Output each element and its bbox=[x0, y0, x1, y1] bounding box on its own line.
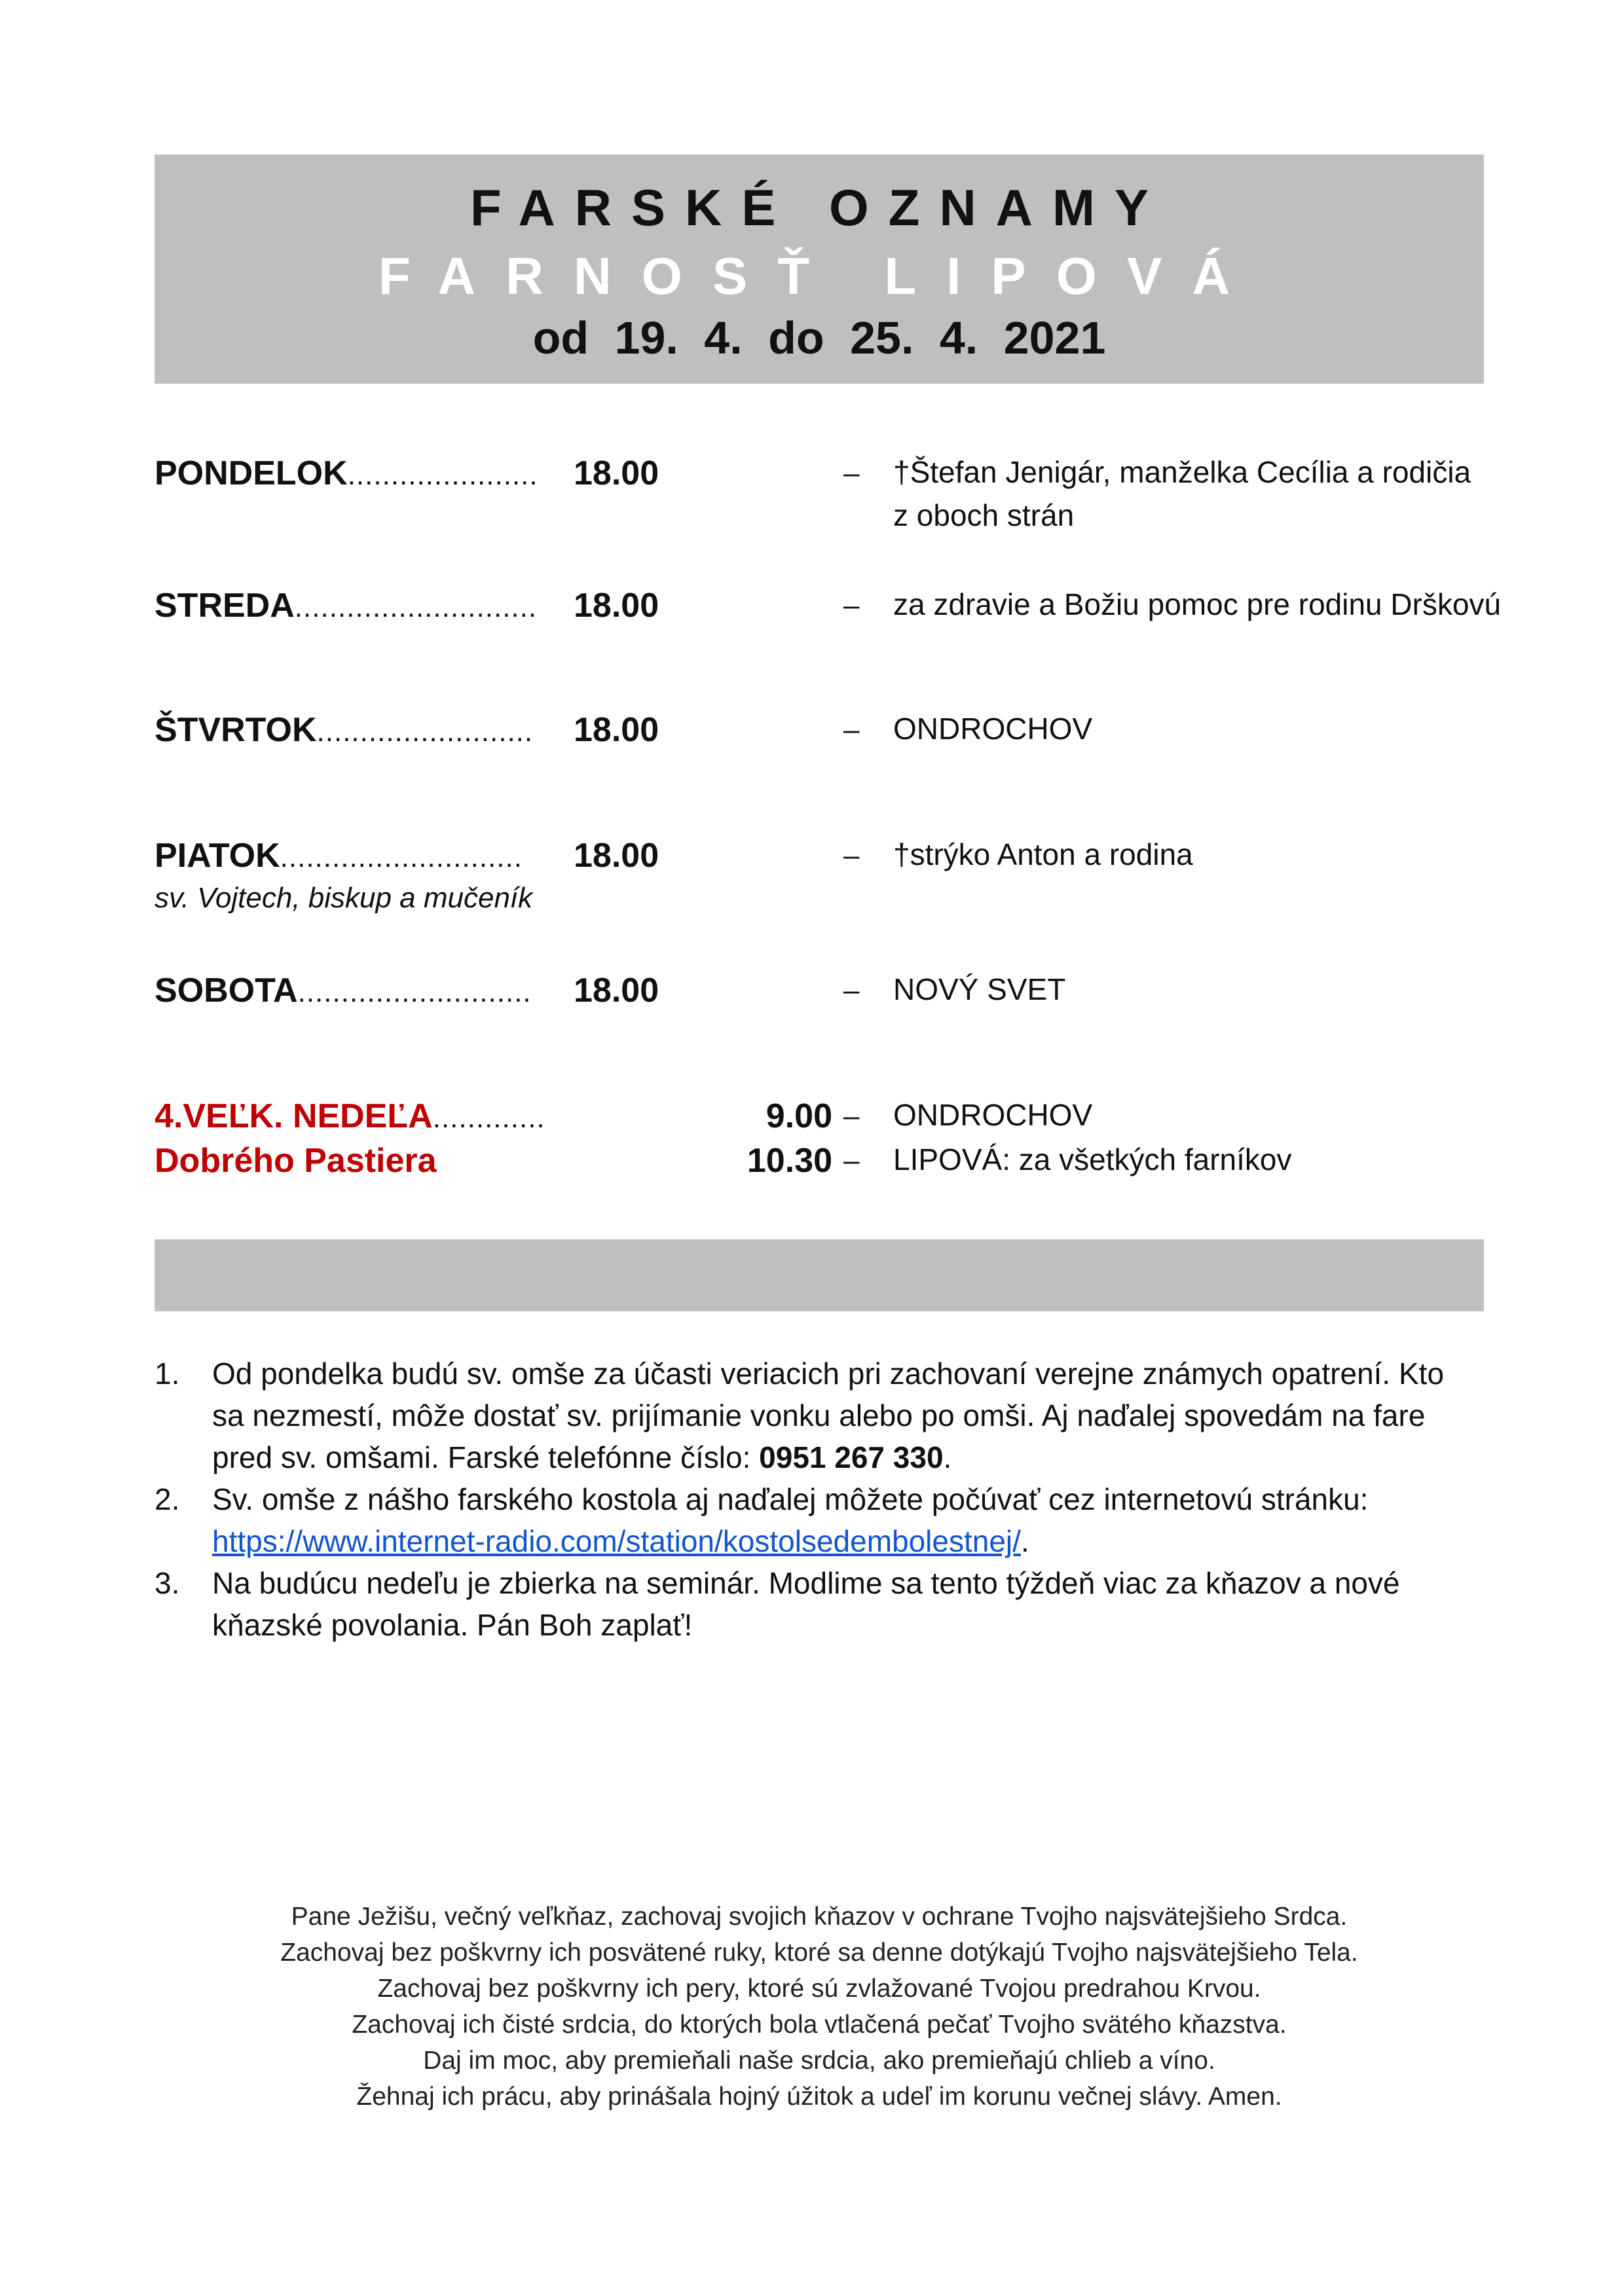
schedule-row-wednesday bbox=[155, 583, 1502, 629]
page-title: FARSKÉ OZNAMY bbox=[470, 179, 1169, 236]
leader-dots: ............................ bbox=[294, 591, 538, 623]
phone-number: 0951 267 330 bbox=[759, 1440, 944, 1474]
intention-line: †Štefan Jenigár, manželka Cecília a rodičia bbox=[893, 455, 1471, 489]
feast-name: Dobrého Pastiera bbox=[155, 1142, 437, 1180]
leader-dots: ......................... bbox=[316, 716, 534, 748]
leader-dots: ............................ bbox=[280, 841, 523, 873]
notice-tail: . bbox=[943, 1440, 952, 1474]
mass-time: 18.00 bbox=[574, 587, 659, 625]
day-name: ŠTVRTOK bbox=[155, 711, 317, 749]
list-number: 2. bbox=[155, 1482, 180, 1516]
list-item bbox=[155, 1562, 1484, 1646]
mass-intention: †strýko Anton a rodina bbox=[893, 837, 1193, 871]
day-name: PIATOK bbox=[155, 837, 280, 875]
day-name: STREDA bbox=[155, 587, 295, 625]
dash: – bbox=[843, 589, 860, 621]
notice-text: Od pondelka budú sv. omše za účasti veriacich pri zachovaní verejne známych opatrení. Kto sa nezmestí, môže dostať sv. prijímanie vonku alebo po omši. Aj naďalej spovedám na fare pred sv. omšami. Farské telefónne číslo: bbox=[212, 1357, 1445, 1474]
schedule-row-sunday-2 bbox=[155, 1138, 1484, 1184]
mass-time: 9.00 bbox=[766, 1097, 832, 1135]
mass-intention bbox=[893, 450, 1548, 537]
leader-dots: ...................... bbox=[347, 459, 538, 491]
section-divider-bar bbox=[155, 1239, 1484, 1311]
prayer-line: Pane Ježišu, večný veľkňaz, zachovaj svojich kňazov v ochrane Tvojho najsvätejšieho Srdca. bbox=[291, 1903, 1348, 1931]
mass-intention: ONDROCHOV bbox=[893, 712, 1093, 746]
mass-intention: ONDROCHOV bbox=[893, 1098, 1093, 1132]
mass-time: 10.30 bbox=[747, 1142, 832, 1180]
mass-time: 18.00 bbox=[574, 972, 659, 1010]
schedule-row-thursday bbox=[155, 707, 1484, 753]
dash: – bbox=[843, 1144, 860, 1176]
mass-intention: za zdravie a Božiu pomoc pre rodinu Drškovú bbox=[893, 587, 1502, 621]
notices-list bbox=[155, 1353, 1484, 1646]
notice-text: Sv. omše z nášho farského kostola aj naďalej môžete počúvať cez internetovú stránku: bbox=[212, 1482, 1369, 1516]
intention-line: z oboch strán bbox=[893, 498, 1075, 532]
prayer-for-priests bbox=[155, 1899, 1484, 2115]
day-name: 4.VEĽK. NEDEĽA bbox=[155, 1097, 433, 1135]
day-name: SOBOTA bbox=[155, 972, 298, 1010]
notice-text: Na budúcu nedeľu je zbierka na seminár. Modlime sa tento týždeň viac za kňazov a nové kňazské povolania. Pán Boh zaplať! bbox=[212, 1566, 1400, 1642]
mass-time: 18.00 bbox=[574, 837, 659, 875]
notice-tail: . bbox=[1020, 1524, 1029, 1558]
schedule-row-monday bbox=[155, 450, 1484, 532]
mass-time: 18.00 bbox=[574, 454, 659, 492]
schedule-row-friday bbox=[155, 833, 1484, 914]
radio-stream-link[interactable]: https://www.internet-radio.com/station/kostolsedembolestnej/ bbox=[212, 1524, 1021, 1558]
schedule-row-saturday bbox=[155, 968, 1484, 1013]
prayer-line: Daj im moc, aby premieňali naše srdcia, ako premieňajú chlieb a víno. bbox=[423, 2047, 1215, 2075]
leader-dots: ........................... bbox=[297, 976, 532, 1008]
feast-name: sv. Vojtech, biskup a mučeník bbox=[155, 882, 533, 914]
list-number: 1. bbox=[155, 1357, 180, 1391]
list-item bbox=[155, 1478, 1484, 1562]
schedule-row-sunday-1 bbox=[155, 1093, 1484, 1139]
parish-name: FARNOSŤ LIPOVÁ bbox=[378, 247, 1261, 305]
dash: – bbox=[843, 1100, 860, 1132]
date-range: od 19. 4. do 25. 4. 2021 bbox=[532, 312, 1106, 363]
header-banner bbox=[155, 155, 1484, 384]
list-item bbox=[155, 1353, 1484, 1478]
prayer-line: Žehnaj ich prácu, aby prinášala hojný úžitok a udeľ im korunu večnej slávy. Amen. bbox=[356, 2083, 1282, 2111]
prayer-line: Zachovaj bez poškvrny ich posvätené ruky, ktoré sa denne dotýkajú Tvojho najsvätejšieho Tela. bbox=[280, 1939, 1358, 1967]
prayer-line: Zachovaj ich čisté srdcia, do ktorých bola vtlačená pečať Tvojho svätého kňazstva. bbox=[352, 2011, 1287, 2039]
mass-intention: NOVÝ SVET bbox=[893, 972, 1066, 1006]
dash: – bbox=[843, 457, 860, 489]
leader-dots: ............. bbox=[432, 1102, 545, 1134]
list-number: 3. bbox=[155, 1566, 180, 1600]
mass-intention: LIPOVÁ: za všetkých farníkov bbox=[893, 1142, 1292, 1176]
prayer-line: Zachovaj bez poškvrny ich pery, ktoré sú zvlažované Tvojou predrahou Krvou. bbox=[377, 1975, 1261, 2003]
day-name: PONDELOK bbox=[155, 454, 348, 492]
mass-time: 18.00 bbox=[574, 711, 659, 749]
dash: – bbox=[843, 974, 860, 1006]
dash: – bbox=[843, 839, 860, 871]
dash: – bbox=[843, 714, 860, 746]
